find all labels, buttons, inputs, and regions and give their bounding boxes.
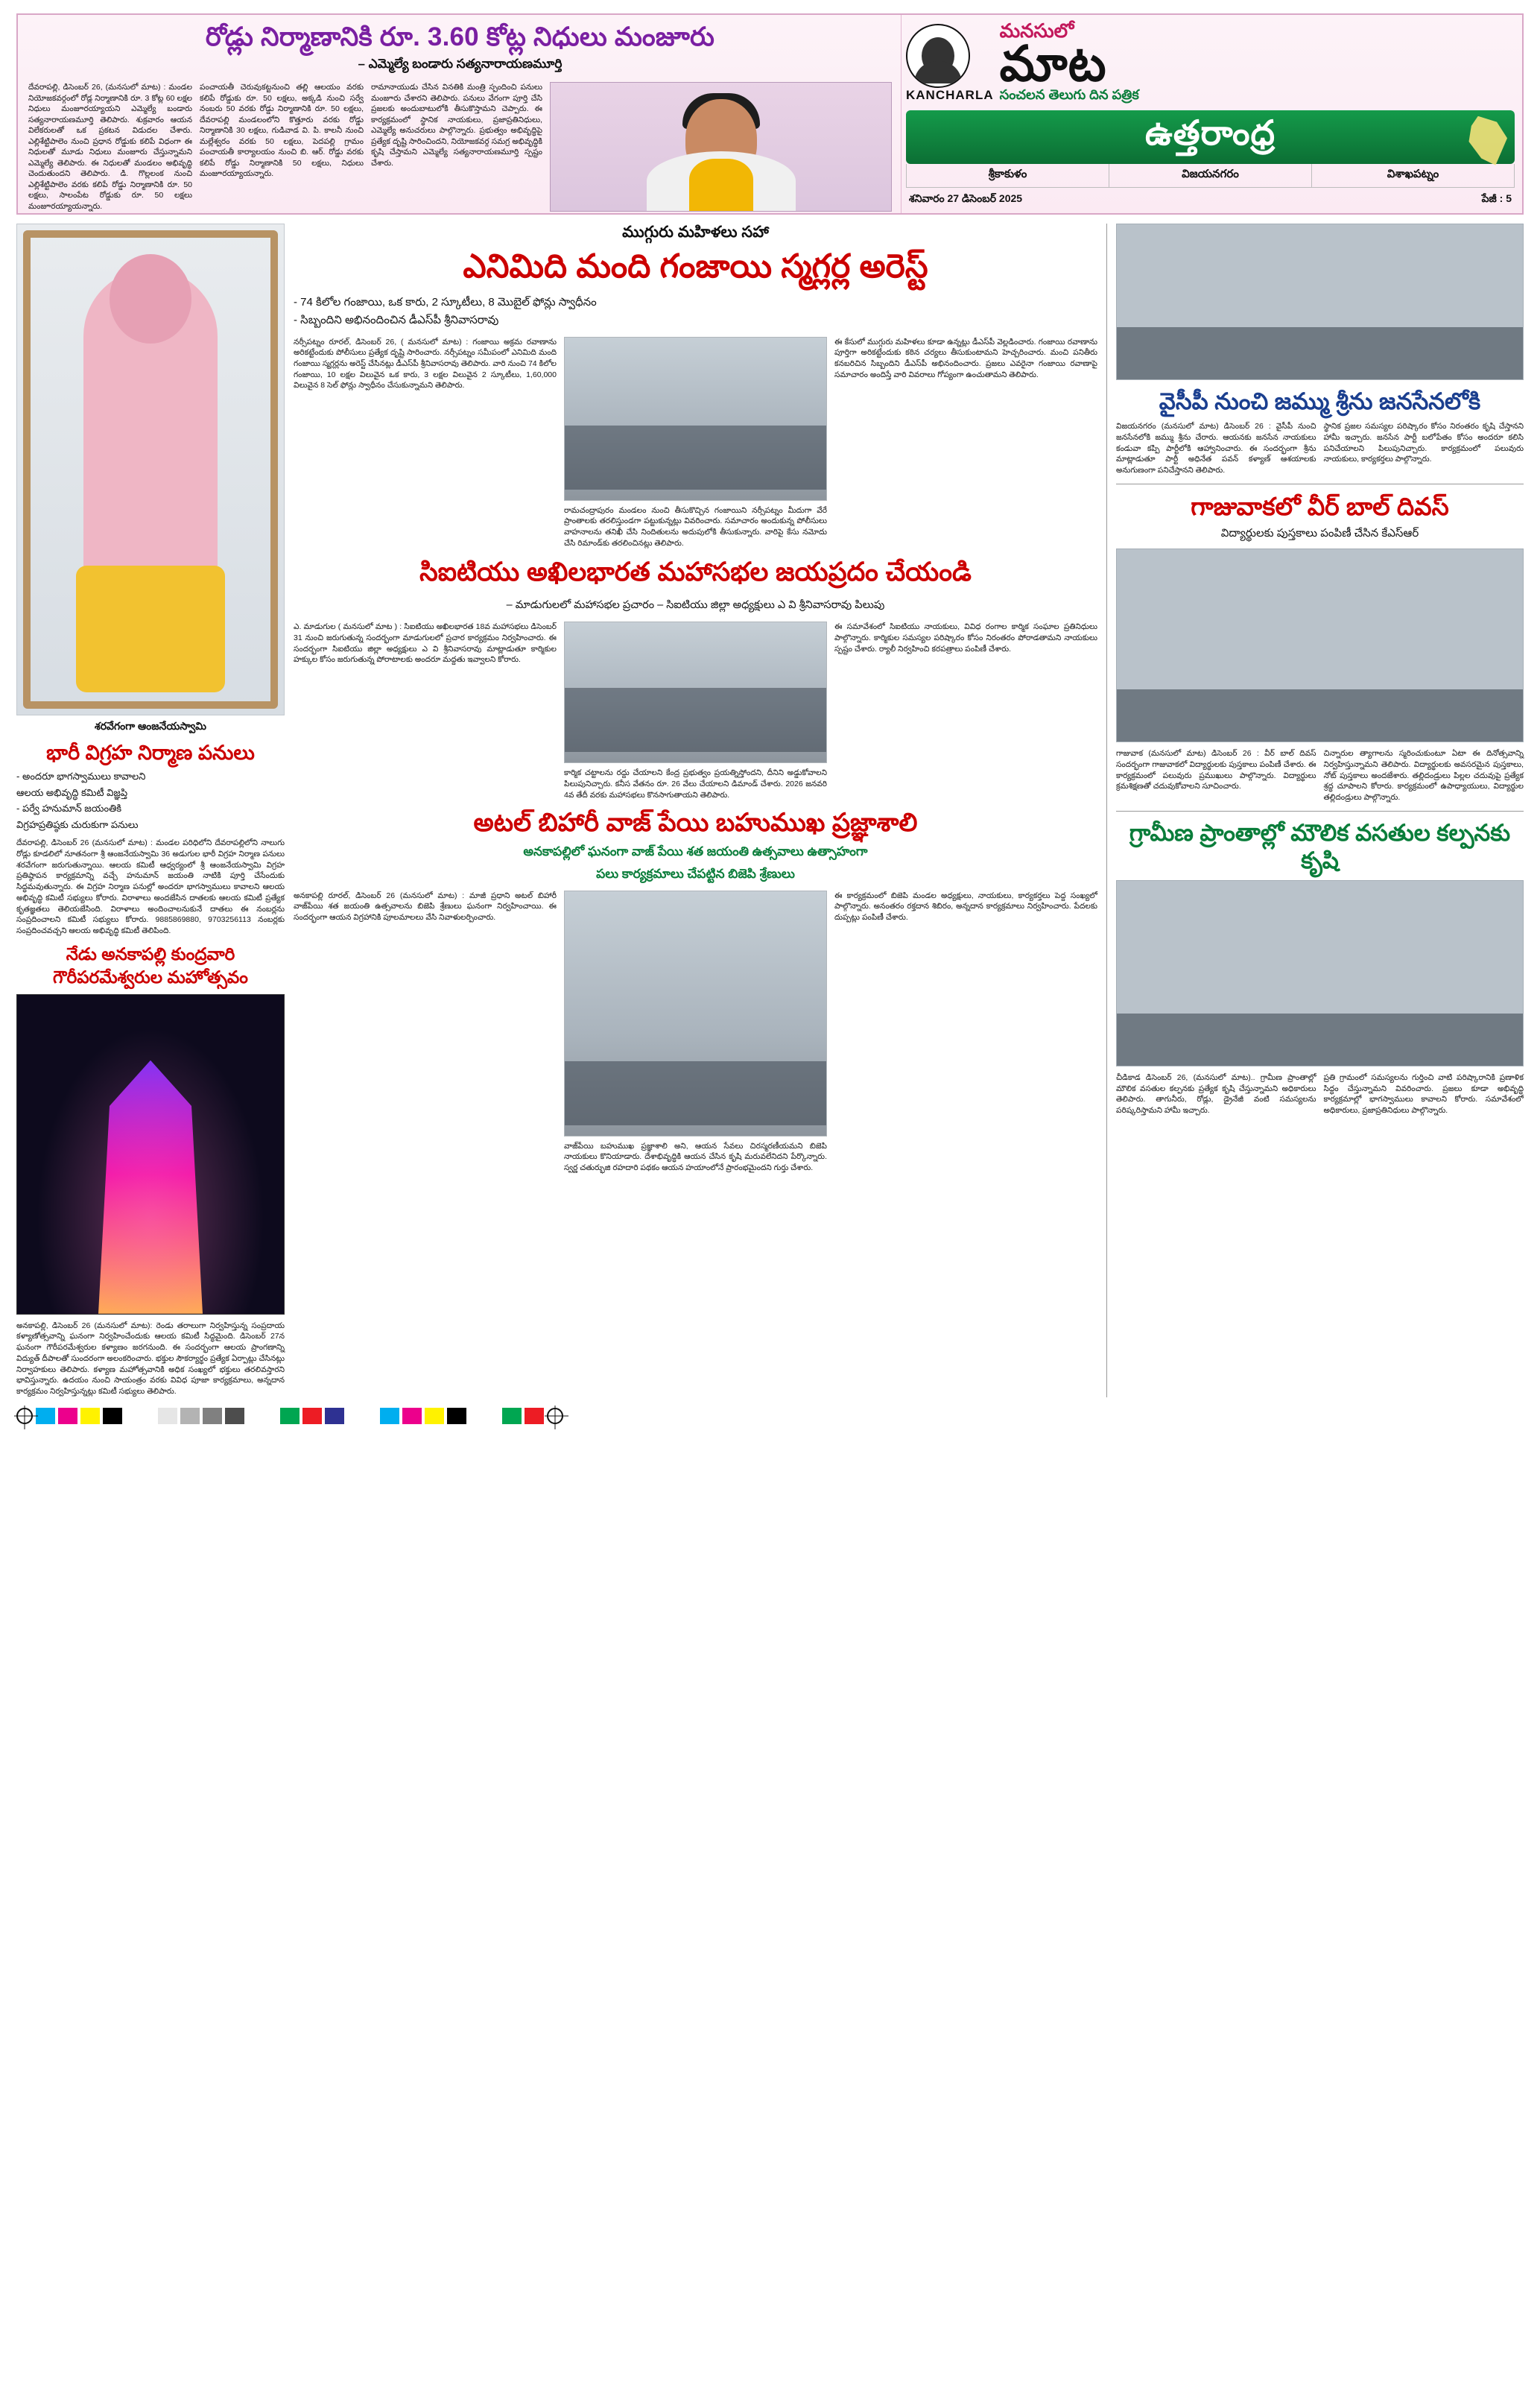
hanuman-idol-photo <box>16 224 285 715</box>
left-bullet-1: - అందరూ భాగస్వాములు కావాలని <box>16 771 146 783</box>
mid-subhead-3b: పలు కార్యక్రమాలు చేపట్టిన బిజెపి శ్రేణులు <box>596 867 795 881</box>
statue-photo-crowd <box>565 1061 826 1125</box>
registration-mark-icon <box>547 1408 563 1424</box>
mid-story-3-col-3: ఈ కార్యక్రమంలో బిజెపి మండల అధ్యక్షులు, నాయకులు, కార్యకర్తలు పెద్ద సంఖ్యలో పాల్గొన్నారు. అనంతరం రక్తదాన శిబిరం, అన్నదాన కార్యక్రమాలు నిర్వహించారు. పేదలకు దుప్పట్లు పంపిణీ చేశారు. <box>834 891 1097 923</box>
lead-story <box>18 15 901 213</box>
mid-story-2-columns <box>294 622 1097 800</box>
left-headline-3: గౌరీపరమేశ్వరుల మహోత్సవం <box>53 967 248 987</box>
right-story-3-columns <box>1116 1072 1524 1116</box>
right-story-1-col-1: విజయనగరం (మనసులో మాట) డిసెంబర్ 26 : వైసీపీ నుంచి జనసేనలోకి జమ్ము శ్రీను చేరారు. ఆయనకు జనసేన నాయకులు కండువా కప్పి పార్టీలోకి ఆహ్వానించారు. ఈ సందర్భంగా శ్రీను మాట్లాడుతూ పార్టీ అధినేత పవన్ కళ్యాణ్ ఆశయాలకు అనుగుణంగా పనిచేస్తానని తెలిపారు. <box>1116 422 1316 475</box>
mla-portrait-photo <box>550 82 892 212</box>
brand-mata: మాట <box>999 36 1107 91</box>
color-swatch <box>280 1408 300 1424</box>
mid-story-1-col-3: ఈ కేసులో ముగ్గురు మహిళలు కూడా ఉన్నట్లు డీఎస్‌పీ వెల్లడించారు. గంజాయి రవాణాను పూర్తిగా అరికట్టేందుకు కఠిన చర్యలు తీసుకుంటామని హెచ్చరించారు. మంచి పనితీరు కనబరిచిన సిబ్బందిని డీఎస్‌పీ అభినందించారు. ప్రజలు ఎవరైనా గంజాయి రవాణాపై సమాచారం అందిస్తే వారి వివరాలు గోప్యంగా ఉంచుతామని తెలిపారు. <box>834 337 1097 379</box>
mid-story-2-col-3: ఈ సమావేశంలో సిఐటియు నాయకులు, వివిధ రంగాల కార్మిక సంఘాల ప్రతినిధులు పాల్గొన్నారు. కార్మికుల సమస్యల పరిష్కారం కోసం నిరంతరం పోరాడతామని నాయకులు స్పష్టం చేశారు. ర్యాలీ నిర్వహించి కరపత్రాలు పంపిణీ చేశారు. <box>834 622 1097 654</box>
right-story-3-col-1: చీడికాడ డిసెంబర్ 26, (మనసులో మాట).. గ్రామీణ ప్రాంతాల్లో మౌలిక వసతుల కల్పనకు ప్రత్యేక కృషి చేస్తున్నామని అధికారులు తెలిపారు. తాగునీరు, రోడ్లు, డ్రైనేజీ వంటి సమస్యలను పరిష్కరిస్తామని హామీ ఇచ్చారు. <box>1116 1073 1316 1116</box>
print-registration-bar <box>16 1408 1524 1424</box>
color-swatch <box>80 1408 100 1424</box>
color-swatch <box>447 1408 466 1424</box>
mid-kicker: ముగ్గురు మహిళలు సహా <box>622 224 769 241</box>
police-arrest-photo <box>564 337 827 501</box>
press-meet-photo <box>1116 224 1524 380</box>
press-meet-subjects <box>1117 327 1523 379</box>
mid-points <box>294 294 1097 329</box>
left-column <box>16 224 285 1397</box>
left-story-2-body: అనకాపల్లి, డిసెంబర్ 26 (మనసులో మాట): రెండు తరాలుగా నిర్వహిస్తున్న సంప్రదాయ కళ్యాణోత్సవాన్ని ఘనంగా నిర్వహించేందుకు ఆలయ కమిటీ సిద్ధమైంది. డిసెంబర్ 27న ఘనంగా గౌరీపరమేశ్వరుల కళ్యాణం జరగనుంది. ఈ సందర్భంగా ఆలయ ప్రాంగణాన్ని విద్యుత్ దీపాలతో సుందరంగా అలంకరించారు. భక్తుల సౌకర్యార్థం ప్రత్యేక ఏర్పాట్లు చేసినట్లు నిర్వాహకులు తెలిపారు. కళ్యాణ మహోత్సవానికి అధిక సంఖ్యలో భక్తులు తరలివస్తారని భావిస్తున్నారు. ఉదయం నుంచి సాయంత్రం వరకు వివిధ పూజా కార్యక్రమాలు, అన్నదాన కార్యక్రమం నిర్వహిస్తున్నట్లు కమిటీ సభ్యులు తెలిపారు. <box>16 1321 285 1396</box>
content-grid <box>16 224 1524 1397</box>
right-headline-1: వైసీపీ నుంచి జమ్ము శ్రీను జనసేనలోకి <box>1159 388 1481 414</box>
middle-column <box>294 224 1097 1397</box>
rally-crowd <box>565 688 826 752</box>
book-distribution-photo <box>1116 549 1524 742</box>
brand-tagline: సంచలన తెలుగు దిన పత్రిక <box>999 86 1139 102</box>
mid-subhead-2: – మాడుగులలో మహాసభల ప్రచారం – సిఐటియు జిల్లా అధ్యక్షులు ఎ వి శ్రీనివాసరావు పిలుపు <box>506 599 885 612</box>
mid-headline-3: అటల్ బిహారీ వాజ్ పేయి బహుముఖ ప్రజ్ఞాశాలి <box>473 809 918 838</box>
mid-point-2: - సిబ్బందిని అభినందించిన డీఎస్‌పీ శ్రీనివాసరావు <box>294 313 499 326</box>
mid-story-3-col-2: వాజ్‌పేయి బహుముఖ ప్రజ్ఞాశాలి అని, ఆయన సేవలు చిరస్మరణీయమని బిజెపి నాయకులు కొనియాడారు. దేశాభివృద్ధికి ఆయన చేసిన కృషి మరువలేనిదని పేర్కొన్నారు. స్వర్ణ చతుర్భుజి రహదారి పథకం ఆయన హయాంలోనే ప్రారంభమైందని గుర్తు చేశారు. <box>564 1141 827 1173</box>
lead-headline: రోడ్లు నిర్మాణానికి రూ. 3.60 కోట్ల నిధులు మంజూరు <box>205 22 715 51</box>
left-bullet-4: విగ్రహప్రతిష్ఠకు చురుకుగా పనులు <box>16 818 139 830</box>
right-subhead-2: విద్యార్థులకు పుస్తకాలు పంపిణీ చేసిన కేఎస్‌ఆర్ <box>1220 527 1419 540</box>
edition-tabs <box>906 164 1515 188</box>
right-story-2-col-2: చిన్నారుల త్యాగాలను స్మరించుకుంటూ ఏటా ఈ దినోత్సవాన్ని నిర్వహిస్తున్నామని తెలిపారు. విద్యార్థులకు అవసరమైన పుస్తకాలు, నోట్ పుస్తకాలు అందజేశారు. తల్లిదండ్రులు పిల్లల చదువుపై ప్రత్యేక శ్రద్ధ చూపాలని కోరారు. కార్యక్రమంలో ఉపాధ్యాయులు, విద్యార్థుల తల్లిదండ్రులు పాల్గొన్నారు. <box>1323 749 1524 802</box>
right-headline-2: గాజువాకలో వీర్ బాల్ దివస్ <box>1191 492 1449 520</box>
mid-photo-wrap <box>564 337 827 549</box>
mid-story-3-col-1: అనకాపల్లి రూరల్, డిసెంబర్ 26 (మనసులో మాట) : మాజీ ప్రధాని అటల్ బిహారీ వాజ్‌పేయి శత జయంతి ఉత్సవాలను బిజెపి శ్రేణులు ఘనంగా నిర్వహించాయి. ఈ సందర్భంగా ఆయన విగ్రహానికి పూలమాలలు వేసి నివాళులర్పించారు. <box>294 891 557 923</box>
left-bullet-3: - పర్వే హనుమాన్ జయంతికి <box>16 803 122 815</box>
color-swatch <box>58 1408 77 1424</box>
mid-story-1-columns <box>294 337 1097 549</box>
portrait-scarf <box>689 159 753 211</box>
edition-srikakulam[interactable]: శ్రీకాకుళం <box>907 164 1109 187</box>
color-swatch <box>402 1408 422 1424</box>
temple-lights-glow <box>17 995 284 1314</box>
idol-dhoti <box>76 566 225 692</box>
color-swatch <box>380 1408 399 1424</box>
right-story-3-col-2: ప్రతి గ్రామంలో సమస్యలను గుర్తించి వాటి పరిష్కారానికి ప్రణాళిక సిద్ధం చేస్తున్నామని వివరించారు. ప్రజలు కూడా అభివృద్ధి కార్యక్రమాల్లో భాగస్వాములు కావాలని కోరారు. సమావేశంలో అధికారులు, ప్రజాప్రతినిధులు పాల్గొన్నారు. <box>1323 1073 1524 1116</box>
lead-column-1: దేవరాపల్లి, డిసెంబర్ 26, (మనసులో మాట) : మండల నియోజకవర్గంలో రోడ్ల నిర్మాణానికి రూ. 3 కోట్ల 60 లక్షల నిధులు మంజూరయ్యాయని ఎమ్మెల్యే బండారు సత్యనారాయణమూర్తి తెలిపారు. శుక్రవారం ఆయన విలేకరులతో ఒక ప్రకటన విడుదల చేశారు. ఎల్లిశేట్టిపాలెం నుంచి ప్రధాన రోడ్డుకు కలిపే విధంగా ఈ నిధులతో మూడు నిధులు మంజూరు చేస్తున్నామని ఎమ్మెల్యే తెలిపారు. ఈ నిధులతో మండలం అభివృద్ధి చెందుతుందని తెలిపారు. డి. గొల్లలంక నుంచి ఎల్లిశేట్టిపాలెం వరకు కలిపే రోడ్డు నిర్మాణానికి రూ. 50 లక్షలు, సాలంపేట రోడ్డుకు రూ. 50 లక్షలు మంజూరయ్యాయన్నారు. <box>28 83 192 211</box>
mid-headline-2: సిఐటియు అఖిలభారత మహాసభల జయప్రదం చేయండి <box>419 557 972 587</box>
left-headline-1: భారీ విగ్రహ నిర్మాణ పనులు <box>46 742 255 764</box>
mid-headline-main: ఎనిమిది మంది గంజాయి స్మగ్లర్ల అరెస్ట్ <box>463 248 928 285</box>
left-bullet-2: ఆలయ అభివృద్ధి కమిటీ విజ్ఞప్తి <box>16 786 128 798</box>
lead-subheadline: – ఎమ్మెల్యే బండారు సత్యనారాయణమూర్తి <box>358 57 563 72</box>
left-bullets <box>16 769 285 832</box>
right-story-2-columns <box>1116 748 1524 803</box>
brand-manasulo: మనసులో <box>999 19 1074 42</box>
right-headline-3: గ్రామీణ ప్రాంతాల్లో మౌలిక వసతుల కల్పనకు కృషి <box>1129 819 1511 873</box>
meeting-table <box>1117 1014 1523 1066</box>
editor-portrait-icon <box>906 24 970 88</box>
photo-subjects <box>565 426 826 490</box>
registration-mark-icon <box>16 1408 33 1424</box>
masthead <box>16 13 1524 215</box>
edition-visakhapatnam[interactable]: విశాఖపట్నం <box>1387 168 1439 180</box>
edition-vizianagaram[interactable]: విజయనగరం <box>1109 164 1312 187</box>
idol-photo-caption: శరవేగంగా ఆంజనేయస్వామి <box>95 720 206 732</box>
color-swatch <box>325 1408 344 1424</box>
right-story-1-columns <box>1116 421 1524 475</box>
temple-illumination-photo <box>16 994 285 1315</box>
left-headline-2: నేడు అనకాపల్లి కుంద్రవారి <box>66 943 235 964</box>
mid-point-1: - 74 కిలోల గంజాయి, ఒక కారు, 2 స్కూటీలు, 8 మొబైల్ ఫోన్లు స్వాధీనం <box>294 295 597 309</box>
mid-story-3-columns <box>294 891 1097 1174</box>
divider-2 <box>1116 811 1524 812</box>
newspaper-page <box>0 13 1540 2390</box>
color-swatch <box>425 1408 444 1424</box>
right-story-2-col-1: గాజువాక (మనసులో మాట) డిసెంబర్ 26 : వీర్ బాల్ దివస్ సందర్భంగా గాజువాకలో విద్యార్థులకు పుస్తకాలు పంపిణీ చేశారు. ఈ కార్యక్రమంలో పలువురు ప్రముఖులు పాల్గొన్నారు. విద్యార్థులు క్రమశిక్షణతో చదువుకోవాలని సూచించారు. <box>1116 749 1316 791</box>
brand-kancharla: KANCHARLA <box>906 87 994 102</box>
students-group <box>1117 689 1523 742</box>
color-swatch <box>302 1408 322 1424</box>
right-column <box>1106 224 1524 1397</box>
color-swatch <box>225 1408 244 1424</box>
color-swatch <box>203 1408 222 1424</box>
lead-column-3: రామానాయుడు చేసిన వినతికి మంత్రి స్పందించి పనులు మంజూరు చేశారని తెలిపారు. పనులు వేగంగా పూర్తి చేసి ప్రజలకు అందుబాటులోకి తీసుకొస్తామని చెప్పారు. ఈ కార్యక్రమంలో స్థానిక నాయకులు, ప్రజాప్రతినిధులు, ఎమ్మెల్యే అనుచరులు పాల్గొన్నారు. ప్రభుత్వం అభివృద్ధిపై ప్రత్యేక దృష్టి సారించిందని, నియోజకవర్గ సమగ్ర అభివృద్ధికి కృషి చేస్తామని ఎమ్మెల్యే సత్యనారాయణమూర్తి స్పష్టం చేశారు. <box>371 83 542 168</box>
publication-date: శనివారం 27 డిసెంబర్ 2025 <box>909 192 1023 204</box>
paper-name: ఉత్తరాంధ్ర <box>1145 113 1276 152</box>
color-swatch <box>103 1408 122 1424</box>
color-swatch <box>502 1408 522 1424</box>
mid-story-1-col-2: రామచంద్రాపురం మండలం నుంచి తీసుకొచ్చిన గంజాయిని నర్సీపట్నం మీదుగా వేరే ప్రాంతాలకు తరలిస్తుండగా పట్టుకున్నట్లు వివరించారు. సమాచారం అందుకున్న పోలీసులు వాహనాలను తనిఖీ చేసి నిందితులను అదుపులోకి తీసుకున్నారు. వారిపై కేసు నమోదు చేసి రిమాండ్‌కు తరలించినట్లు తెలిపారు. <box>564 505 827 548</box>
brand-block <box>901 15 1522 213</box>
bjp-photo-wrap <box>564 891 827 1174</box>
lead-column-2: పంచాయతీ చెరువుకట్టనుంచి తల్లి ఆలయం వరకు కలిపే రోడ్డుకు రూ. 50 లక్షలు, అక్కడి నుంచి సర్వే నంబరు 50 వరకు రోడ్డు నిర్మాణానికి రూ. 50 లక్షలు, దేవరాపల్లి మండలంలోని కొత్తూరు వరకు రోడ్డు నిర్మాణానికి 30 లక్షలు, గుడివాడ వి. పి. కాలనీ నుంచి మల్లేశ్వరం వరకు 50 లక్షలు, పెదపల్లి గ్రామం పంచాయతీ కార్యాలయం నుంచి బి. ఆర్. రోడ్డు వరకు కలిపే రోడ్డు నిర్మాణానికి 50 లక్షలు, నిధులు మంజూరయ్యాయన్నారు. <box>200 83 364 179</box>
right-story-1-col-2: స్థానిక ప్రజల సమస్యల పరిష్కారం కోసం నిరంతరం కృషి చేస్తానని హామీ ఇచ్చారు. జనసేన పార్టీ బలోపేతం కోసం అందరూ కలిసి పనిచేయాలని పిలుపునిచ్చారు. కార్యక్రమంలో పలువురు నాయకులు, కార్యకర్తలు పాల్గొన్నారు. <box>1323 422 1524 464</box>
dateline <box>906 188 1515 207</box>
page-number: పేజీ : 5 <box>1481 192 1512 204</box>
edition-banner <box>906 110 1515 164</box>
mid-story-2-col-1: ఎ. మాడుగుల ( మనసులో మాట ) : సిఐటియు అఖిలభారత 18వ మహాసభలు డిసెంబర్ 31 నుంచి జరుగుతున్న సందర్భంగా మాడుగులలో ప్రచార కార్యక్రమం నిర్వహించారు. ఈ సందర్భంగా సిఐటియు జిల్లా అధ్యక్షులు ఎ వి శ్రీనివాసరావు మాట్లాడుతూ కార్మికుల హక్కుల కోసం జరుగుతున్న పోరాటాలకు అందరూ మద్దతు ఇవ్వాలని కోరారు. <box>294 622 557 665</box>
officials-meeting-photo <box>1116 880 1524 1066</box>
color-swatch <box>525 1408 544 1424</box>
color-swatch <box>158 1408 177 1424</box>
idol-face <box>110 254 191 344</box>
citu-rally-photo <box>564 622 827 763</box>
mid-subhead-3a: అనకాపల్లిలో ఘనంగా వాజ్ పేయి శత జయంతి ఉత్సవాలు ఉత్సాహంగా <box>523 844 868 859</box>
color-swatch <box>180 1408 200 1424</box>
state-map-icon <box>1465 116 1507 165</box>
color-swatch <box>36 1408 55 1424</box>
citu-photo-wrap <box>564 622 827 800</box>
mid-story-2-col-2: కార్మిక చట్టాలను రద్దు చేయాలని కేంద్ర ప్రభుత్వం ప్రయత్నిస్తోందని, దీనిని అడ్డుకోవాలని పిలుపునిచ్చారు. కనీస వేతనం రూ. 26 వేలు చేయాలని డిమాండ్ చేశారు. 2026 జనవరి 4వ తేదీ వరకు మహాసభలు కొనసాగుతాయని తెలిపారు. <box>564 768 827 800</box>
vajpayee-statue-photo <box>564 891 827 1136</box>
mid-story-1-col-1: నర్సీపట్నం రూరల్, డిసెంబర్ 26, ( మనసులో మాట) : గంజాయి అక్రమ రవాణాను అరికట్టేందుకు పోలీసులు ప్రత్యేక దృష్టి సారించారు. నర్సీపట్నం సమీపంలో ఎనిమిది మంది గంజాయి స్మగ్లర్లను అరెస్ట్ చేసినట్లు డీఎస్‌పీ శ్రీనివాసరావు తెలిపారు. వారి నుంచి 74 కిలోల గంజాయి, 10 లక్షల విలువైన ఒక కారు, 3 లక్షల విలువైన 2 స్కూటీలు, 1,60,000 విలువైన 8 సెల్ ఫోన్లు స్వాధీనం చేసుకున్నామని తెలిపారు. <box>294 337 557 391</box>
left-story-1-body: దేవరాపల్లి, డిసెంబర్ 26 (మనసులో మాట) : మండల పరిధిలోని దేవరాపల్లిలోని నాలుగు రోడ్లు కూడలిలో నూతనంగా శ్రీ ఆంజనేయస్వామి 36 అడుగుల భారీ విగ్రహ నిర్మాణ పనులు శరవేగంగా జరుగుతున్నాయి. ఆలయ కమిటీ ఆధ్వర్యంలో శ్రీ ఆంజనేయస్వామి విగ్రహ ప్రతిష్ఠాపన కార్యక్రమాన్ని వచ్చే హనుమాన్ జయంతి నాటికి పూర్తి చేసేందుకు సిద్ధమవుతున్నారు. ఈ విగ్రహ నిర్మాణ పనుల్లో అందరూ భాగస్వాములు కావాలని ఆలయ అభివృద్ధి కమిటీ సభ్యులు కోరారు. విరాళాలు అందజేసిన దాతలకు ఆలయ కమిటీ ప్రత్యేక కృతజ్ఞతలు తెలియజేసింది. విరాళాలు అందించాలనుకునే దాతలు ఈ నంబర్లను సంప్రదించాలని కమిటీ సభ్యులు కోరారు. 9885869880, 9703256113 నంబర్లకు సంప్రదించవచ్చని ఆలయ అభివృద్ధి కమిటీ తెలిపింది. <box>16 838 285 935</box>
